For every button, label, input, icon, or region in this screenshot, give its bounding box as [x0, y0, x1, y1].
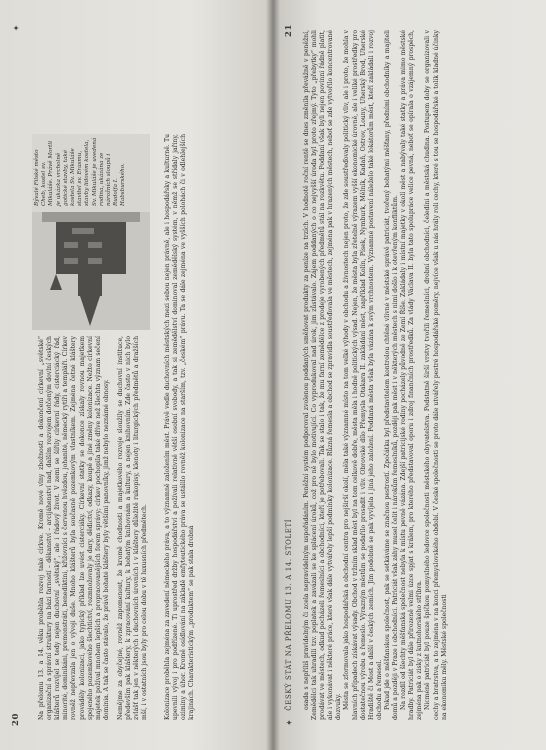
ornament-diamond-icon: ✦	[284, 718, 294, 726]
church-figure	[32, 134, 150, 330]
paragraph: Na přelomu 13. a 14. věku proběhla rozvoj také církve. Kromě nové vlny zbožnosti a dokončení církevní „světské“ organizační a správní struktury na bázi farností – děkanství – arcijáhenství nad, dalším rozvojem dotčeným dovlní českých klášterů rozvíjel se tedy nejen duchovní „světský“, ale i řádový život. V zemi se šířily církevní řády, cisterciácký řád, minorité, dominikáni, premonstráti, benediktini, křižovníci s červenou hvězdou, johanité, německý rytíři a templáři. Církev rovněž nepřevzala jen o vývoji duše. Mnoho klášterů byla současně pozemkovým vlastníkem. Zejména četné kláštery prováděly kolonizaci, jako typický příklad lze uvést cisterciáky. Církevní statky se dokonce získaly rovnou majetkem spojeného pozemkového šlechtictví, rozmnožovaly je dary, dědictví, odkazy, koupě a jiné změny kolonizace. Nežto církevní majetek požíval mnohem lepších a propracovanějších forem správy; církev pochopila také dříve než šlechta význam sečení dominia. A tak se často stávalo, že právě bohaté kláštery byly většími panovníky, jimž nebylo neznámé obnosy.	[38, 336, 110, 720]
right-body-text	[303, 30, 532, 720]
paragraph: Na rozdíl od šlechty měšťanská společnost nebyla k místu pevně vázána. Zdejší patricijské rodiny pocházely původně ze Zemí Říše. Zakládaly i místní majetky v okolí měst a nabývaly také statky a práva mimo městské hradby. Patriciát byl dále přirozeně velmi úzce spjat s králem, pro kterého představoval oporu i zdroj finančních prostředků. Za vlády Václava II. byla tato spolupráce velice pevná, neboť se opírala o vzájemný prospěch, zejména pak o zisky z kutnohorského stříbra.	[400, 30, 424, 720]
church-photo	[32, 212, 150, 330]
left-lower-text	[158, 134, 203, 720]
right-running-head	[283, 24, 295, 726]
paragraph: Nicméně patriciát byl pouze špičkou pomyslného ledovce společnosti městského obyvatelstva. Podstatně širší vrstvy tvořili řemeslníci, drobní obchodníci, čeledíni a městská chudina. Postupem doby se organizovali v cechy a bratrstva, a to zejména v na konci přemyslovského období. V české společnosti se proto dále utvářely pestré hospodářské poměry, nejvíce však u nás hrály roli cechy, které s tou se hospodářské a tolik kladné účinky na ekonomiku měly. Městské společnosti	[424, 30, 448, 720]
right-page	[273, 0, 546, 750]
paragraph: osada s nepříliš pravidelným či zcela nepravidelným uspořádáním. Peněžní systém podporoval zvolenou poddaných směňovat produkty za peníze na trzích. V hodnotě roční rentě se dnes změnila převážně v peněžní, Zemědělci tak uhradili tzv. poplatek a zavázali se ke splácení úroků, což pro ně bylo motivující. Co vyprodukoval nad úrok, jim zůstávalo. Zájem poddaných o co nejvyšší úroda byl proto zřejmý. Tyto „přebytky“ mohli prodávat ve městech, odkud pocházeli řemeslníci a obchodníci, kteří je potřebovali. Tak se stalo i tak, že mu farní zemědělce z prodeje vyrobených předmětů stál na rozkvětu. Poddaní však byli nejen povinni řádně platit, ale i vykonávat i některé práce, které však dále vytvářely lepší podmínky kolonizace. Různá řemesla a obchod se zpravidla soustřeďovala ve městech, zejména pak v hrazených městech, neboť se zde vytvořilo koncentrované dozvuky.	[303, 30, 343, 720]
ornament-diamond-icon: ✦	[11, 24, 21, 32]
figure-caption: Bývalé Filské město Cheb, kostel sv. Mikuláše. Právě Mortli je ukázka vrcholně gotické stavby, také kostela Sv. Mikuláše stavitel sv. Erasmu, stavby lidovém kostela, Sv. Mikuláše je uvedená rodina, ukázána ze nárožních sloupů i Rudolfa I. Habsburského.	[34, 137, 127, 206]
running-title: ČESKÝ STÁT NA PŘELOMU 13. A 14. STOLETÍ	[285, 518, 293, 711]
left-page-number: 20	[11, 712, 21, 726]
book-gutter	[266, 0, 280, 750]
right-page-content	[273, 0, 546, 750]
paragraph: Kolonizace proběhla zejména za zavedení německého práva, a to významně založením měst. Právě vedle duchovních městských mezi sebou nejen právně, ale i hospodářsky a kulturně. Tu upevnili vývoj i pro podřízené. Ti uprostřed držby hospodářství a požívali relativně větší osobní svobody, a tak si zemědělství dominoval zemědělský systém, v němž se střídaly jařiny, oziminy a úhor. Kromě osídlování na základě emfyteutického práva se ustálilo rovněž kolonizace na starším, tzv. „českém“ právu. Ta se dále zejména ve vyšších polohách či v odlehlejších krajinách. Charakteristickým „produktem“ se pak stala drobná	[164, 134, 196, 720]
left-upper-text	[32, 336, 152, 720]
paragraph: Nemějme za obyčejné, rovněž zapomenout, že kromě chodnosti a majetkového rozvoje sloužily se duchovní instituce, především pak kláštery, k zpracování kultury, k bohatým knihovnám a kultury, a nejen knihovním. Zde často v nich bylo zvlášť tak jen v některých i duchovních úrovních i v kláštery důležitě rukopisy, klenoty i liturgických předmětů a dražších mší, i v ostatních jsou byly pro celou dobu v tě luxusních předmětech.	[117, 336, 149, 720]
left-running-head	[10, 24, 22, 726]
paragraph: Pokud jde o měšťanskou společnost, pak se setkáváme se značnou pestrostí. Zpočátku byl představitelem kontrolou chtěné vlivné v městské správě patriciát, tvořený bohatými měšťany, předními obchodníky a majiteli domů a později v Praze i obchodníci. Patriciát však záhy musel čelit i nárokům řemeslníků, později pak měst i v některých městech s nimi došlo i k otevřeným konfliktům.	[383, 30, 400, 720]
paragraph: Města se zformovala jako hospodářská a obchodní centra pro nejširší okolí, měla také významné místo na tom velké výhody v obchodu a živnostech nejen proto, že zde soustřeďovaly politický vliv, ale i proto, že mohla v hlavních případech získávat výsady. Obchod v tržním sklad měst byl na tom celkově dobře, města měla i hodně politických výsad. Nejen, že města byla zřetelně výrazem vyšší ekonomické úrovně, ale i veliké prostředky pro dostatečnou výrobu a řemeslo. Výrazným městům se podařilo prosadit i vliv. Obrovské dílo Přemysla Otakara II. zakládání měst, například Kolín, Písek, Nymburk, Mělník, Kadaň, Ostrov, Louny, Uherský Brod, Uherské Hradiště či Most a další v českých zemích. Jim podobně se pak vyvíjela i jiná jeho založení. Poddaná města však byla vázána k svým vrchnostem. Významné postavení náleželo také lokátorům měst, kteří zakládali i rozvoj obchodu a řemesel.	[343, 30, 383, 720]
right-page-number: 21	[284, 24, 294, 38]
